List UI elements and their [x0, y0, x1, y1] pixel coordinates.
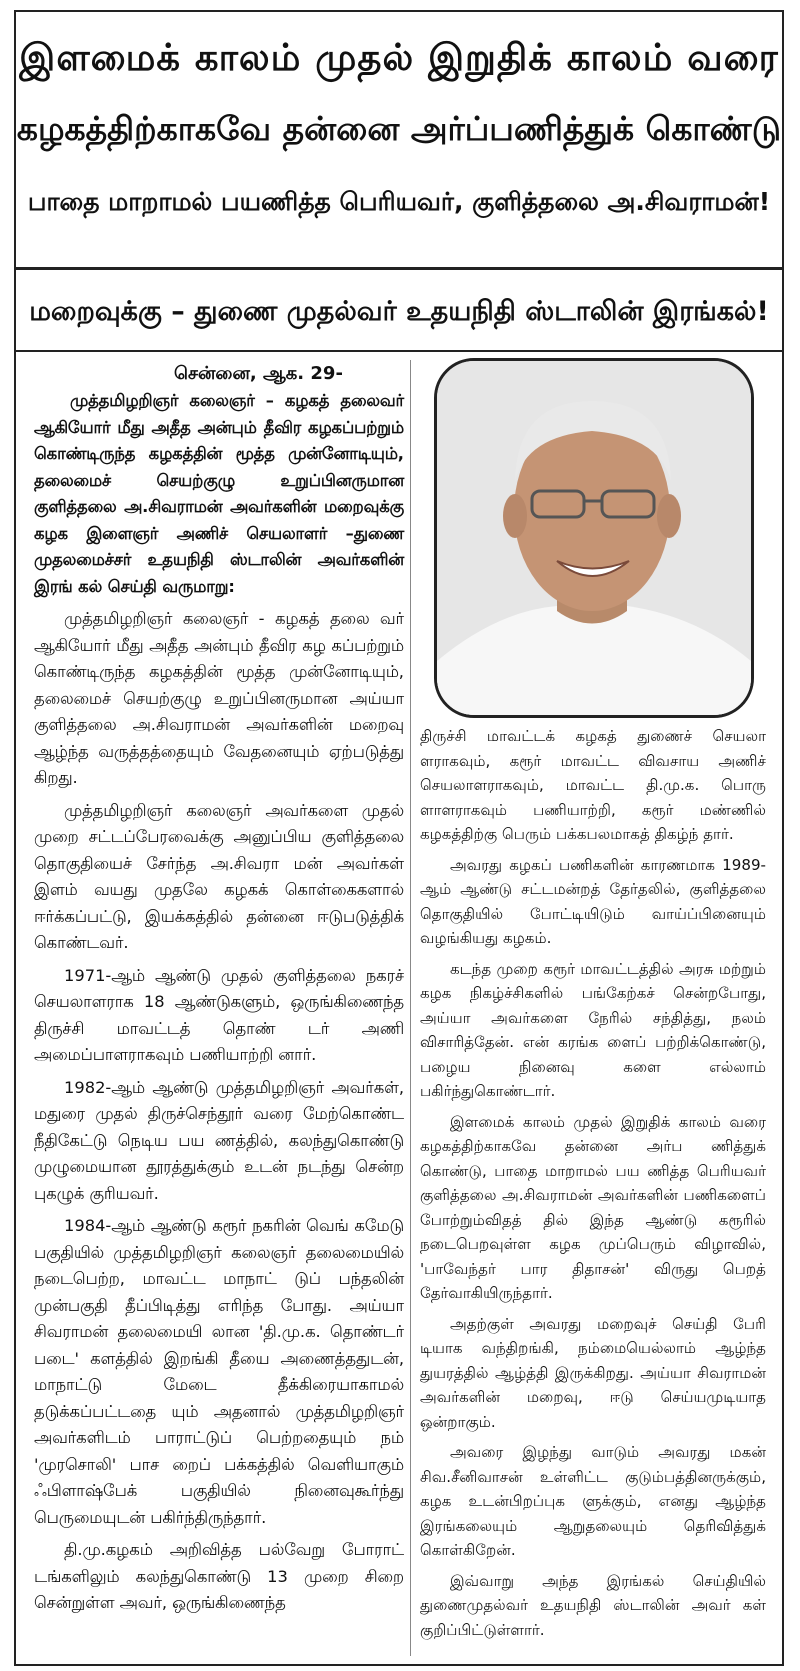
body-paragraph: 1984-ஆம் ஆண்டு கரூர் நகரின் வெங் கமேடு பகுதியில் முத்தமிழறிஞர் கலைஞர் தலைமையில் நடைபெற்ற, மாவட்ட மாநாட் டுப் பந்தலின் முன்பகுதி தீப்பிடித்து எரிந்த போது. அய்யா சிவராமன் தலைமையி லான 'தி.மு.க. தொண்டர் படை' களத்தில் இறங்கி தீயை அணைத்ததுடன், மாநாட்டு மேடை தீக்கிரையாகாமல் தடுக்கப்பட்டதை யும் அதனால் முத்தமிழறிஞர் அவர்களிடம் பாராட்டுப் பெற்றதையும் நம் 'முரசொலி' பாச றைப் பக்கத்தில் வெளியாகும் ஃபிளாஷ்பேக் பகுதியில் நினைவுகூர்ந்து பெருமையுடன் பகிர்ந்திருந்தார். — [34, 1216, 404, 1527]
sub-headline: மறைவுக்கு – துணை முதல்வர் உதயநிதி ஸ்டாலின் இரங்கல்! — [16, 272, 782, 352]
body-paragraph: இளமைக் காலம் முதல் இறுதிக் காலம் வரை கழகத்திற்காகவே தன்னை அர்ப ணித்துக் கொண்டு, பாதை மாறாமல் பய ணித்த பெரியவர் குளித்தலை அ.சிவராமன் அவர்களின் பணிகளைப் போற்றும்விதத் தில் இந்த ஆண்டு கரூரில் நடைபெறவுள்ள கழக முப்பெரும் விழாவில், 'பாவேந்தர் பார திதாசன்' விருது பெறத் தேர்வாகியிருந்தார். — [420, 1112, 766, 1302]
body-paragraph: அவரை இழந்து வாடும் அவரது மகன் சிவ.சீனிவாசன் உள்ளிட்ட குடும்பத்தினருக்கும், கழக உடன்பிறப்புக ளுக்கும், எனது ஆழ்ந்த இரங்கலையும் ஆறுதலையும் தெரிவித்துக் கொள்கிறேன். — [420, 1443, 766, 1559]
body-paragraph: 1982-ஆம் ஆண்டு முத்தமிழறிஞர் அவர்கள், மதுரை முதல் திருச்செந்தூர் வரை மேற்கொண்ட நீதிகேட்டு நெடிய பய ணத்தில், கலந்துகொண்டு முழுமையான தூரத்துக்கும் உடன் நடந்து சென்ற புகழுக் குரியவர். — [34, 1077, 404, 1203]
portrait-photo — [434, 358, 754, 718]
body-paragraph: தி.மு.கழகம் அறிவித்த பல்வேறு போராட் டங்களிலும் கலந்துகொண்டு 13 முறை சிறை சென்றுள்ள அவர், ஒருங்கிணைந்த — [34, 1540, 404, 1612]
headline-line-3: பாதை மாறாமல் பயணித்த பெரியவர், குளித்தலை அ.சிவராமன்! — [27, 187, 771, 216]
body-paragraph: திருச்சி மாவட்டக் கழகத் துணைச் செயலா ளராகவும், கரூர் மாவட்ட விவசாய அணிச் செயலாளராகவும், மாவட்ட தி.மு.க. பொரு ளாளராகவும் பணியாற்றி, கரூர் மண்ணில் கழகத்திற்கு பெரும் பக்கபலமாகத் திகழ்ந் தார். — [420, 727, 766, 843]
headline-block — [16, 12, 782, 270]
body-paragraph: அவரது கழகப் பணிகளின் காரணமாக 1989-ஆம் ஆண்டு சட்டமன்றத் தேர்தலில், குளித்தலை தொகுதியில் போட்டியிடும் வாய்ப்பினையும் வழங்கியது கழகம். — [420, 855, 766, 947]
headline-line-2: கழகத்திற்காகவே தன்னை அர்ப்பணித்துக் கொண்டு — [16, 109, 782, 148]
lead-paragraph: முத்தமிழறிஞர் கலைஞர் – கழகத் தலைவர் ஆகியோர் மீது அதீத அன்பும் தீவிர கழகப்பற்றும் கொண்டிருந்த கழகத்தின் மூத்த முன்னோடியும், தலைமைச் செயற்குழு உறுப்பினருமான குளித்தலை அ.சிவராமன் அவர்களின் மறைவுக்கு கழக இளைஞர் அணிச் செயலாளர் –துணை முதலமைச்சர் உதயநிதி ஸ்டாலின் அவர்களின் இரங் கல் செய்தி வருமாறு: — [34, 391, 404, 596]
headline-line-1: இளமைக் காலம் முதல் இறுதிக் காலம் வரை — [19, 36, 779, 79]
column-divider — [410, 360, 411, 1656]
dateline: சென்னை, ஆக. 29- — [174, 363, 343, 384]
body-paragraph: முத்தமிழறிஞர் கலைஞர் - கழகத் தலை வர் ஆகியோர் மீது அதீத அன்பும் தீவிர கழ கப்பற்றும் கொண்டிருந்த கழகத்தின் மூத்த முன்னோடியும், தலைமைச் செயற்குழு உறுப்பினருமான அய்யா குளித்தலை அ.சிவராமன் அவர்களின் மறைவு ஆழ்ந்த வருத்தத்தையும் வேதனையும் ஏற்படுத்து கிறது. — [34, 609, 404, 787]
body-paragraph: 1971-ஆம் ஆண்டு முதல் குளித்தலை நகரச் செயலாளராக 18 ஆண்டுகளும், ஒருங்கிணைந்த திருச்சி மாவட்டத் தொண் டர் அணி அமைப்பாளராகவும் பணியாற்றி னார். — [34, 965, 404, 1064]
body-paragraph: முத்தமிழறிஞர் கலைஞர் அவர்களை முதல் முறை சட்டப்பேரவைக்கு அனுப்பிய குளித்தலை தொகுதியைச் சேர்ந்த அ.சிவரா மன் அவர்கள் இளம் வயது முதலே கழகக் கொள்கைகளால் ஈர்க்கப்பட்டு, இயக்கத்தில் தன்னை ஈடுபடுத்திக் கொண்டவர். — [34, 800, 404, 952]
right-column — [420, 724, 766, 1642]
page-edge-rule — [0, 0, 2, 1671]
body-paragraph: இவ்வாறு அந்த இரங்கல் செய்தியில் துணைமுதல்வர் உதயநிதி ஸ்டாலின் அவர் கள் குறிப்பிட்டுள்ளார். — [420, 1571, 766, 1639]
left-column — [34, 360, 404, 1617]
body-paragraph: அதற்குள் அவரது மறைவுச் செய்தி பேரி டியாக வந்திறங்கி, நம்மையெல்லாம் ஆழ்ந்த துயரத்தில் ஆழ்த்தி இருக்கிறது. அய்யா சிவராமன் அவர்களின் மறைவு, ஈடு செய்யமுடியாத ஒன்றாகும். — [420, 1314, 766, 1431]
portrait-illustration — [437, 361, 751, 715]
body-paragraph: கடந்த முறை கரூர் மாவட்டத்தில் அரசு மற்றும் கழக நிகழ்ச்சிகளில் பங்கேற்கச் சென்றபோது, அய்யா அவர்களை நேரில் சந்தித்து, நலம் விசாரித்தேன். என் கரங்க ளைப் பற்றிக்கொண்டு, பழைய நினைவு களை எல்லாம் பகிர்ந்துகொண்டார். — [420, 959, 766, 1100]
